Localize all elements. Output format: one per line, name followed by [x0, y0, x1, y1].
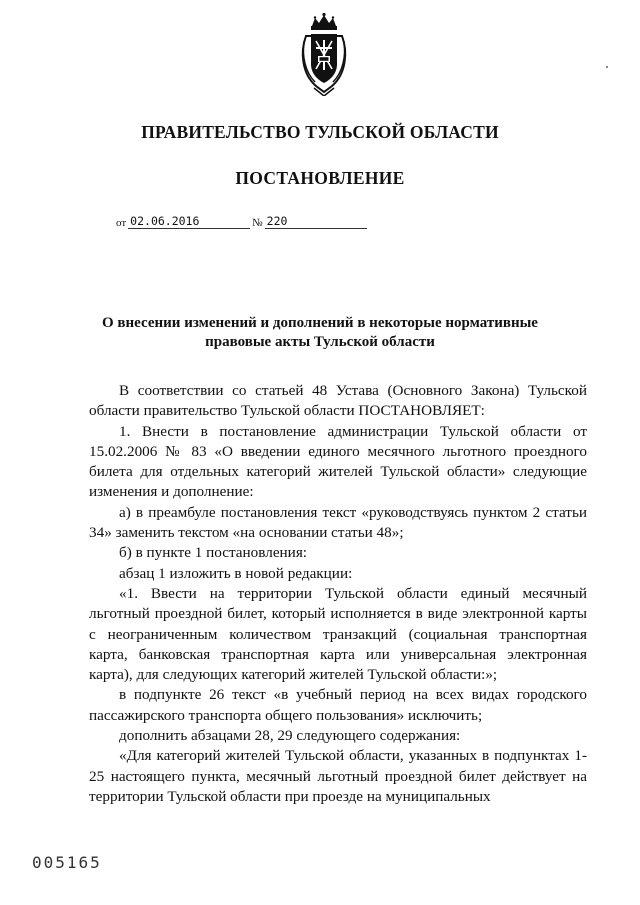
body-paragraph: 1. Внести в постановление администрации Тульской области от 15.02.2006 № 83 «О введении единого месячного льготного проездного билета для отдельных категорий жителей Тульской области» следующие изменения и дополнение:	[89, 422, 587, 501]
body-paragraph: дополнить абзацами 28, 29 следующего содержания:	[119, 727, 461, 745]
scan-dot	[606, 66, 608, 68]
number-label: №	[252, 217, 263, 229]
coat-of-arms-icon	[298, 12, 350, 96]
document-date: 02.06.2016	[128, 214, 250, 229]
body-paragraph: «1. Ввести на территории Тульской области единый месячный льготный проездной билет, который исполняется в виде электронной карты с неограниченным количеством транзакций (социальная транспортная карта, банковская транспортная карта или универсальная электронная карта), для следующих категорий жителей Тульской области:»;	[89, 584, 587, 684]
document-type: ПОСТАНОВЛЕНИЕ	[235, 168, 405, 188]
body-paragraph: В соответствии со статьей 48 Устава (Основного Закона) Тульской области правительство Тульской области ПОСТАНОВЛЯЕТ:	[89, 382, 587, 420]
document-meta	[116, 214, 367, 229]
organization-title: ПРАВИТЕЛЬСТВО ТУЛЬСКОЙ ОБЛАСТИ	[141, 122, 499, 142]
subject-line-1: О внесении изменений и дополнений в некоторые нормативные	[102, 315, 538, 331]
body-paragraph: «Для категорий жителей Тульской области, указанных в подпунктах 1-25 настоящего пункта, месячный льготный проездной билет действует на территории Тульской области при проезде на муниципальных	[89, 747, 587, 805]
body-paragraph: абзац 1 изложить в новой редакции:	[119, 564, 353, 582]
subject-line-2: правовые акты Тульской области	[205, 334, 435, 350]
date-label: от	[116, 217, 127, 229]
document-number: 220	[265, 214, 367, 229]
serial-number-stamp: 005165	[32, 853, 102, 872]
body-paragraph: в подпункте 26 текст «в учебный период на всех видах городского пассажирского транспорта общего пользования» исключить;	[89, 686, 587, 724]
body-paragraph: а) в преамбуле постановления текст «руководствуясь пунктом 2 статьи 34» заменить текстом «на основании статьи 48»;	[89, 503, 587, 542]
document-body	[89, 381, 587, 807]
document-subject	[0, 314, 640, 352]
body-paragraph: б) в пункте 1 постановления:	[119, 544, 308, 562]
